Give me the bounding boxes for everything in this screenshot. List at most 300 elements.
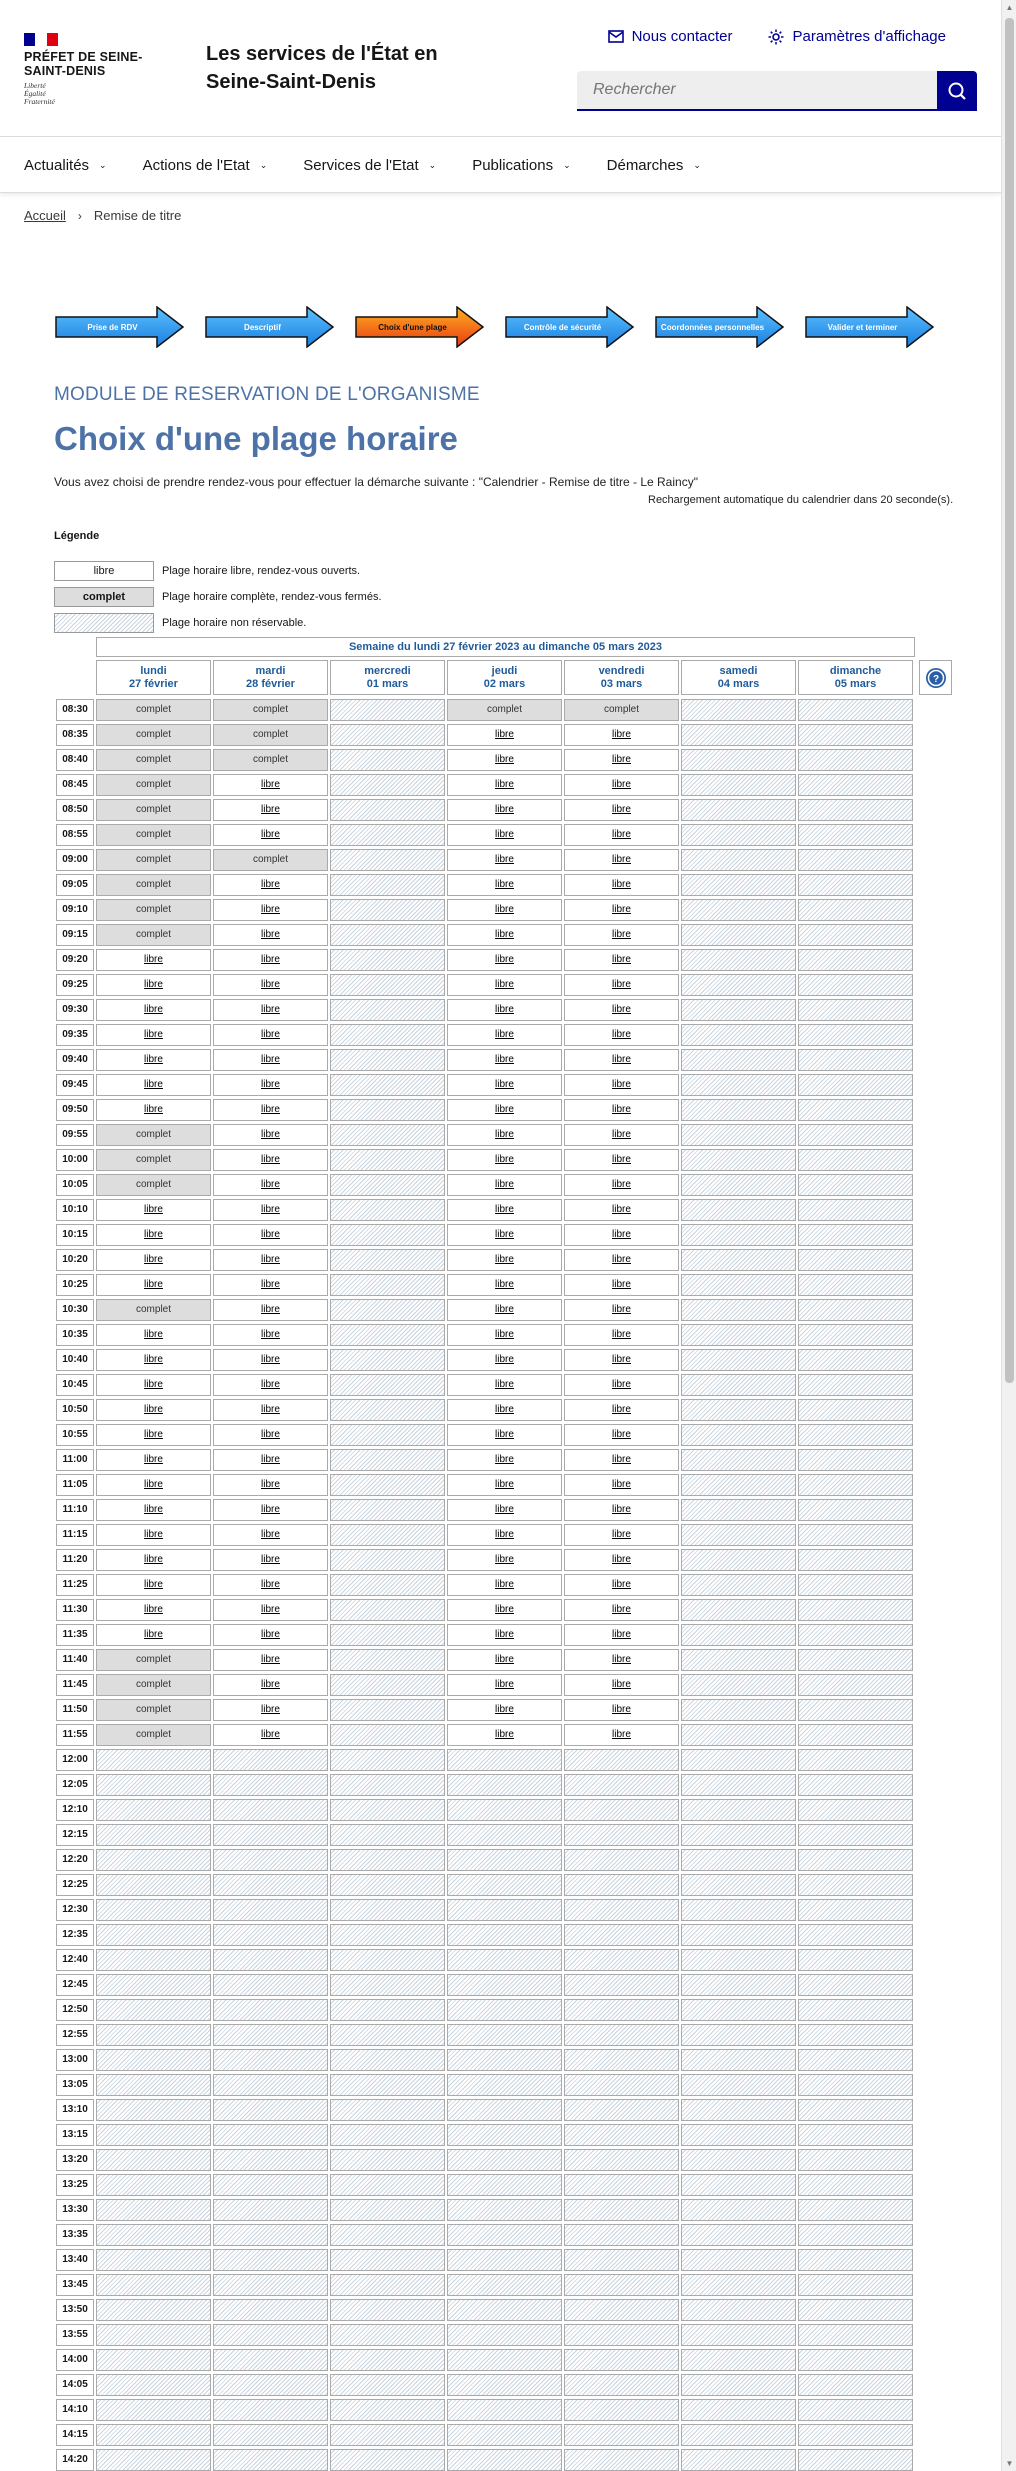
slot-not-reservable xyxy=(798,2024,913,2046)
step-4 xyxy=(505,306,635,348)
slot-not-reservable xyxy=(681,1749,796,1771)
day-header-lundi: lundi 27 février xyxy=(96,660,211,695)
slot-libre-link[interactable]: libre xyxy=(564,1274,679,1296)
slot-libre-link[interactable]: libre xyxy=(447,1374,562,1396)
slot-not-reservable xyxy=(681,2274,796,2296)
help-button[interactable] xyxy=(919,660,952,695)
slot-libre-link[interactable]: libre xyxy=(564,1524,679,1546)
slot-libre-link[interactable]: libre xyxy=(213,1624,328,1646)
slot-libre-link[interactable]: libre xyxy=(564,1599,679,1621)
slot-libre-link[interactable]: libre xyxy=(564,974,679,996)
slot-libre-link[interactable]: libre xyxy=(213,1324,328,1346)
slot-not-reservable xyxy=(681,1549,796,1571)
slot-libre-link[interactable]: libre xyxy=(213,1174,328,1196)
slot-libre-link[interactable]: libre xyxy=(96,1424,211,1446)
slot-libre-link[interactable]: libre xyxy=(447,974,562,996)
slot-not-reservable xyxy=(798,1699,913,1721)
slot-libre-link[interactable]: libre xyxy=(96,1574,211,1596)
time-label: 12:15 xyxy=(56,1824,94,1846)
slot-not-reservable xyxy=(798,2074,913,2096)
slot-libre-link[interactable]: libre xyxy=(213,1024,328,1046)
slot-libre-link[interactable]: libre xyxy=(447,999,562,1021)
slot-libre-link[interactable]: libre xyxy=(96,1099,211,1121)
slot-not-reservable xyxy=(330,2224,445,2246)
slot-libre-link[interactable]: libre xyxy=(447,799,562,821)
slot-not-reservable xyxy=(681,899,796,921)
slot-libre-link[interactable]: libre xyxy=(447,1649,562,1671)
slot-not-reservable xyxy=(681,2024,796,2046)
slot-libre-link[interactable]: libre xyxy=(447,1074,562,1096)
slot-libre-link[interactable]: libre xyxy=(447,1249,562,1271)
nav-item-3[interactable] xyxy=(472,157,570,174)
slot-libre-link[interactable]: libre xyxy=(564,1624,679,1646)
slot-libre-link[interactable]: libre xyxy=(564,1199,679,1221)
slot-libre-link[interactable]: libre xyxy=(564,899,679,921)
slot-libre-link[interactable]: libre xyxy=(213,824,328,846)
slot-libre-link[interactable]: libre xyxy=(564,749,679,771)
slot-not-reservable xyxy=(213,1824,328,1846)
slot-not-reservable xyxy=(798,1549,913,1571)
slot-libre-link[interactable]: libre xyxy=(213,899,328,921)
slot-not-reservable xyxy=(330,2074,445,2096)
step-2 xyxy=(205,306,335,348)
time-label: 11:55 xyxy=(56,1724,94,1746)
slot-libre-link[interactable]: libre xyxy=(564,774,679,796)
breadcrumb-home-link[interactable]: Accueil xyxy=(24,208,66,223)
slot-not-reservable xyxy=(798,2374,913,2396)
slot-not-reservable xyxy=(798,1624,913,1646)
slot-libre-link[interactable]: libre xyxy=(564,1549,679,1571)
slot-not-reservable xyxy=(213,2299,328,2321)
slot-libre-link[interactable]: libre xyxy=(564,1249,679,1271)
slot-libre-link[interactable]: libre xyxy=(96,1374,211,1396)
slot-libre-link[interactable]: libre xyxy=(447,1399,562,1421)
slot-not-reservable xyxy=(96,2449,211,2471)
slot-libre-link[interactable]: libre xyxy=(96,1274,211,1296)
search-button[interactable] xyxy=(937,71,977,111)
slot-libre-link[interactable]: libre xyxy=(447,1099,562,1121)
slot-not-reservable xyxy=(330,774,445,796)
slot-libre-link[interactable]: libre xyxy=(447,1724,562,1746)
slot-not-reservable xyxy=(564,2324,679,2346)
slot-libre-link[interactable]: libre xyxy=(564,1174,679,1196)
slot-libre-link[interactable]: libre xyxy=(213,924,328,946)
slot-not-reservable xyxy=(798,2199,913,2221)
slot-libre-link[interactable]: libre xyxy=(447,774,562,796)
slot-not-reservable xyxy=(330,2399,445,2421)
slot-not-reservable xyxy=(681,2174,796,2196)
slot-libre-link[interactable]: libre xyxy=(447,949,562,971)
slot-libre-link[interactable]: libre xyxy=(564,1149,679,1171)
slot-not-reservable xyxy=(447,2274,562,2296)
slot-libre-link[interactable]: libre xyxy=(564,1649,679,1671)
slot-libre-link[interactable]: libre xyxy=(213,1349,328,1371)
slot-not-reservable xyxy=(798,749,913,771)
slot-not-reservable xyxy=(798,2224,913,2246)
slot-libre-link[interactable]: libre xyxy=(447,1699,562,1721)
slot-libre-link[interactable]: libre xyxy=(564,1124,679,1146)
slot-libre-link[interactable]: libre xyxy=(213,799,328,821)
slot-libre-link[interactable]: libre xyxy=(96,1599,211,1621)
slot-libre-link[interactable]: libre xyxy=(564,1024,679,1046)
time-label: 12:50 xyxy=(56,1999,94,2021)
slot-libre-link[interactable]: libre xyxy=(564,1499,679,1521)
step-6 xyxy=(805,306,935,348)
slot-not-reservable xyxy=(330,1499,445,1521)
slot-libre-link[interactable]: libre xyxy=(564,1424,679,1446)
slot-not-reservable xyxy=(213,2049,328,2071)
legend-title: Légende xyxy=(54,530,100,542)
time-label: 08:50 xyxy=(56,799,94,821)
nav-item-4[interactable] xyxy=(607,157,701,174)
slot-libre-link[interactable]: libre xyxy=(213,774,328,796)
slot-libre-link[interactable]: libre xyxy=(96,1349,211,1371)
slot-libre-link[interactable]: libre xyxy=(447,824,562,846)
slot-not-reservable xyxy=(330,1349,445,1371)
reload-notice: Rechargement automatique du calendrier dans 20 seconde(s). xyxy=(648,494,954,506)
slot-not-reservable xyxy=(96,2399,211,2421)
scroll-up-icon[interactable]: ▲ xyxy=(1005,3,1014,12)
slot-libre-link[interactable]: libre xyxy=(447,924,562,946)
slot-libre-link[interactable]: libre xyxy=(96,1024,211,1046)
slot-not-reservable xyxy=(96,2249,211,2271)
slot-libre-link[interactable]: libre xyxy=(213,949,328,971)
slot-libre-link[interactable]: libre xyxy=(213,1274,328,1296)
day-header-vendredi: vendredi 03 mars xyxy=(564,660,679,695)
slot-complet: complet xyxy=(96,874,211,896)
slot-not-reservable xyxy=(330,1799,445,1821)
nav-item-0[interactable] xyxy=(24,157,107,174)
slot-libre-link[interactable]: libre xyxy=(447,1274,562,1296)
time-label: 10:25 xyxy=(56,1274,94,1296)
time-label: 14:05 xyxy=(56,2374,94,2396)
sun-icon xyxy=(768,29,784,45)
slot-not-reservable xyxy=(96,2174,211,2196)
slot-libre-link[interactable]: libre xyxy=(96,999,211,1021)
time-label: 10:50 xyxy=(56,1399,94,1421)
slot-libre-link[interactable]: libre xyxy=(564,1324,679,1346)
slot-not-reservable xyxy=(798,2399,913,2421)
slot-libre-link[interactable]: libre xyxy=(564,999,679,1021)
slot-libre-link[interactable]: libre xyxy=(564,1374,679,1396)
slot-libre-link[interactable]: libre xyxy=(564,824,679,846)
slot-not-reservable xyxy=(681,1799,796,1821)
slot-libre-link[interactable]: libre xyxy=(447,1224,562,1246)
slot-libre-link[interactable]: libre xyxy=(213,1249,328,1271)
slot-not-reservable xyxy=(564,1774,679,1796)
slot-not-reservable xyxy=(330,1199,445,1221)
day-header-mercredi: mercredi 01 mars xyxy=(330,660,445,695)
slot-libre-link[interactable]: libre xyxy=(213,1474,328,1496)
slot-not-reservable xyxy=(798,1199,913,1221)
nav-item-1[interactable] xyxy=(143,157,268,174)
slot-libre-link[interactable]: libre xyxy=(447,1349,562,1371)
slot-not-reservable xyxy=(681,2374,796,2396)
slot-libre-link[interactable]: libre xyxy=(447,874,562,896)
slot-libre-link[interactable]: libre xyxy=(213,1124,328,1146)
slot-not-reservable xyxy=(330,899,445,921)
slot-not-reservable xyxy=(681,1374,796,1396)
time-label: 13:00 xyxy=(56,2049,94,2071)
slot-libre-link[interactable]: libre xyxy=(447,1624,562,1646)
slot-libre-link[interactable]: libre xyxy=(447,849,562,871)
slot-not-reservable xyxy=(564,2124,679,2146)
slot-libre-link[interactable]: libre xyxy=(564,1049,679,1071)
slot-libre-link[interactable]: libre xyxy=(564,949,679,971)
slot-libre-link[interactable]: libre xyxy=(96,974,211,996)
slot-not-reservable xyxy=(330,824,445,846)
slot-not-reservable xyxy=(213,1949,328,1971)
slot-libre-link[interactable]: libre xyxy=(96,1224,211,1246)
slot-not-reservable xyxy=(96,1849,211,1871)
slot-libre-link[interactable]: libre xyxy=(96,1249,211,1271)
week-label: Semaine du lundi 27 février 2023 au dimanche 05 mars 2023 xyxy=(96,637,915,657)
slot-libre-link[interactable]: libre xyxy=(96,1624,211,1646)
slot-not-reservable xyxy=(681,949,796,971)
slot-libre-link[interactable]: libre xyxy=(447,899,562,921)
slot-libre-link[interactable]: libre xyxy=(564,1224,679,1246)
time-label: 11:35 xyxy=(56,1624,94,1646)
republic-motto: Liberté Égalité Fraternité xyxy=(24,81,55,106)
slot-libre-link[interactable]: libre xyxy=(447,1599,562,1621)
slot-libre-link[interactable]: libre xyxy=(447,1449,562,1471)
slot-libre-link[interactable]: libre xyxy=(96,1049,211,1071)
slot-libre-link[interactable]: libre xyxy=(213,1099,328,1121)
contact-link[interactable]: Nous contacter xyxy=(608,28,733,45)
slot-not-reservable xyxy=(681,1649,796,1671)
slot-libre-link[interactable]: libre xyxy=(213,1074,328,1096)
slot-not-reservable xyxy=(798,924,913,946)
slot-libre-link[interactable]: libre xyxy=(213,1499,328,1521)
slot-libre-link[interactable]: libre xyxy=(564,874,679,896)
slot-libre-link[interactable]: libre xyxy=(213,1449,328,1471)
slot-not-reservable xyxy=(330,2374,445,2396)
slot-libre-link[interactable]: libre xyxy=(447,1149,562,1171)
slot-libre-link[interactable]: libre xyxy=(564,1349,679,1371)
slot-libre-link[interactable]: libre xyxy=(213,1149,328,1171)
slot-libre-link[interactable]: libre xyxy=(96,1474,211,1496)
slot-libre-link[interactable]: libre xyxy=(213,1399,328,1421)
slot-not-reservable xyxy=(330,799,445,821)
slot-libre-link[interactable]: libre xyxy=(447,1424,562,1446)
slot-libre-link[interactable]: libre xyxy=(213,1199,328,1221)
slot-not-reservable xyxy=(447,2349,562,2371)
slot-not-reservable xyxy=(330,1974,445,1996)
slot-libre-link[interactable]: libre xyxy=(564,1674,679,1696)
slot-libre-link[interactable]: libre xyxy=(96,1499,211,1521)
slot-not-reservable xyxy=(330,1774,445,1796)
time-label: 11:25 xyxy=(56,1574,94,1596)
chevron-right-icon: › xyxy=(77,208,82,223)
nav-item-2[interactable] xyxy=(303,157,436,174)
slot-not-reservable xyxy=(213,1774,328,1796)
slot-libre-link[interactable]: libre xyxy=(213,974,328,996)
slot-libre-link[interactable]: libre xyxy=(96,1449,211,1471)
slot-libre-link[interactable]: libre xyxy=(96,1399,211,1421)
slot-libre-link[interactable]: libre xyxy=(213,1299,328,1321)
slot-not-reservable xyxy=(798,1424,913,1446)
slot-libre-link[interactable]: libre xyxy=(447,1499,562,1521)
slot-libre-link[interactable]: libre xyxy=(96,1549,211,1571)
day-header-jeudi: jeudi 02 mars xyxy=(447,660,562,695)
slot-libre-link[interactable]: libre xyxy=(213,1599,328,1621)
slot-libre-link[interactable]: libre xyxy=(564,1724,679,1746)
slot-not-reservable xyxy=(330,1174,445,1196)
site-header xyxy=(0,0,1001,137)
slot-libre-link[interactable]: libre xyxy=(96,1324,211,1346)
slot-not-reservable xyxy=(330,1999,445,2021)
slot-not-reservable xyxy=(681,699,796,721)
slot-not-reservable xyxy=(330,1849,445,1871)
slot-not-reservable xyxy=(447,1874,562,1896)
slot-not-reservable xyxy=(798,799,913,821)
slot-not-reservable xyxy=(798,1599,913,1621)
step-5 xyxy=(655,306,785,348)
time-label: 11:50 xyxy=(56,1699,94,1721)
slot-not-reservable xyxy=(447,2424,562,2446)
slot-libre-link[interactable]: libre xyxy=(96,1074,211,1096)
slot-complet: complet xyxy=(96,1124,211,1146)
slot-complet: complet xyxy=(96,1724,211,1746)
slot-not-reservable xyxy=(798,2349,913,2371)
slot-not-reservable xyxy=(96,2349,211,2371)
slot-not-reservable xyxy=(798,1574,913,1596)
slot-not-reservable xyxy=(798,1524,913,1546)
slot-libre-link[interactable]: libre xyxy=(213,1699,328,1721)
slot-not-reservable xyxy=(681,824,796,846)
slot-libre-link[interactable]: libre xyxy=(564,849,679,871)
slot-libre-link[interactable]: libre xyxy=(564,724,679,746)
slot-libre-link[interactable]: libre xyxy=(564,1574,679,1596)
time-label: 12:00 xyxy=(56,1749,94,1771)
slot-libre-link[interactable]: libre xyxy=(213,999,328,1021)
time-label: 08:45 xyxy=(56,774,94,796)
slot-not-reservable xyxy=(798,1324,913,1346)
step-label: Prise de RDV xyxy=(87,322,138,332)
slot-complet: complet xyxy=(96,1299,211,1321)
time-label: 10:00 xyxy=(56,1149,94,1171)
nav-item-label: Services de l'Etat xyxy=(303,156,419,174)
slot-libre-link[interactable]: libre xyxy=(447,1524,562,1546)
slot-libre-link[interactable]: libre xyxy=(213,874,328,896)
slot-libre-link[interactable]: libre xyxy=(447,1049,562,1071)
slot-not-reservable xyxy=(798,1049,913,1071)
slot-not-reservable xyxy=(330,1374,445,1396)
slot-libre-link[interactable]: libre xyxy=(564,924,679,946)
slot-not-reservable xyxy=(681,2074,796,2096)
step-1 xyxy=(55,306,185,348)
slot-not-reservable xyxy=(681,1224,796,1246)
slot-not-reservable xyxy=(798,2149,913,2171)
slot-libre-link[interactable]: libre xyxy=(447,1199,562,1221)
slot-libre-link[interactable]: libre xyxy=(447,1174,562,1196)
slot-libre-link[interactable]: libre xyxy=(447,1024,562,1046)
day-header-samedi: samedi 04 mars xyxy=(681,660,796,695)
slot-libre-link[interactable]: libre xyxy=(213,1674,328,1696)
slot-libre-link[interactable]: libre xyxy=(447,1674,562,1696)
slot-libre-link[interactable]: libre xyxy=(447,1124,562,1146)
slot-not-reservable xyxy=(564,2374,679,2396)
slot-libre-link[interactable]: libre xyxy=(564,1449,679,1471)
slot-not-reservable xyxy=(798,2424,913,2446)
slot-libre-link[interactable]: libre xyxy=(213,1574,328,1596)
prefecture-logo[interactable] xyxy=(24,33,174,106)
time-label: 09:00 xyxy=(56,849,94,871)
slot-not-reservable xyxy=(330,2049,445,2071)
slot-not-reservable xyxy=(681,974,796,996)
time-label: 13:20 xyxy=(56,2149,94,2171)
slot-libre-link[interactable]: libre xyxy=(564,1699,679,1721)
time-label: 08:40 xyxy=(56,749,94,771)
slot-libre-link[interactable]: libre xyxy=(213,1049,328,1071)
legend-libre xyxy=(54,561,360,581)
intro-text: Vous avez choisi de prendre rendez-vous pour effectuer la démarche suivante : "Calendrier - Remise de titre - Le Raincy" xyxy=(54,475,698,489)
slot-not-reservable xyxy=(681,2249,796,2271)
slot-libre-link[interactable]: libre xyxy=(447,724,562,746)
search-bar xyxy=(577,71,977,111)
slot-not-reservable xyxy=(96,2424,211,2446)
slot-libre-link[interactable]: libre xyxy=(564,1399,679,1421)
slot-libre-link[interactable]: libre xyxy=(564,1299,679,1321)
slot-libre-link[interactable]: libre xyxy=(564,1474,679,1496)
site-title[interactable]: Les services de l'État en Seine-Saint-Denis xyxy=(206,43,438,93)
slot-libre-link[interactable]: libre xyxy=(564,1099,679,1121)
slot-not-reservable xyxy=(447,1749,562,1771)
slot-libre-link[interactable]: libre xyxy=(447,1324,562,1346)
slot-not-reservable xyxy=(330,1599,445,1621)
display-settings-button[interactable]: Paramètres d'affichage xyxy=(768,28,946,45)
search-input[interactable] xyxy=(577,71,937,111)
slot-not-reservable xyxy=(681,1999,796,2021)
slot-libre-link[interactable]: libre xyxy=(447,1299,562,1321)
scroll-down-icon[interactable]: ▼ xyxy=(1005,2459,1014,2468)
slot-not-reservable xyxy=(96,2149,211,2171)
slot-not-reservable xyxy=(564,2224,679,2246)
slot-not-reservable xyxy=(681,2449,796,2471)
slot-not-reservable xyxy=(330,974,445,996)
slot-not-reservable xyxy=(447,2224,562,2246)
scrollbar-thumb[interactable] xyxy=(1005,18,1014,1383)
legend-complet-box: complet xyxy=(54,587,154,607)
time-label: 13:35 xyxy=(56,2224,94,2246)
slot-libre-link[interactable]: libre xyxy=(564,1074,679,1096)
slot-libre-link[interactable]: libre xyxy=(213,1524,328,1546)
slot-libre-link[interactable]: libre xyxy=(96,1524,211,1546)
slot-complet: complet xyxy=(213,699,328,721)
slot-not-reservable xyxy=(681,849,796,871)
slot-libre-link[interactable]: libre xyxy=(213,1424,328,1446)
slot-complet: complet xyxy=(96,1649,211,1671)
slot-not-reservable xyxy=(447,2149,562,2171)
slot-libre-link[interactable]: libre xyxy=(447,1549,562,1571)
slot-not-reservable xyxy=(213,2099,328,2121)
page-scrollbar[interactable] xyxy=(1001,0,1016,2471)
slot-libre-link[interactable]: libre xyxy=(96,1199,211,1221)
slot-not-reservable xyxy=(798,849,913,871)
slot-libre-link[interactable]: libre xyxy=(213,1549,328,1571)
slot-libre-link[interactable]: libre xyxy=(447,1574,562,1596)
slot-complet: complet xyxy=(96,1149,211,1171)
slot-libre-link[interactable]: libre xyxy=(213,1649,328,1671)
slot-libre-link[interactable]: libre xyxy=(213,1224,328,1246)
slot-not-reservable xyxy=(330,1224,445,1246)
slot-libre-link[interactable]: libre xyxy=(213,1724,328,1746)
slot-libre-link[interactable]: libre xyxy=(213,1374,328,1396)
slot-libre-link[interactable]: libre xyxy=(447,1474,562,1496)
slot-libre-link[interactable]: libre xyxy=(96,949,211,971)
slot-libre-link[interactable]: libre xyxy=(447,749,562,771)
slot-libre-link[interactable]: libre xyxy=(564,799,679,821)
